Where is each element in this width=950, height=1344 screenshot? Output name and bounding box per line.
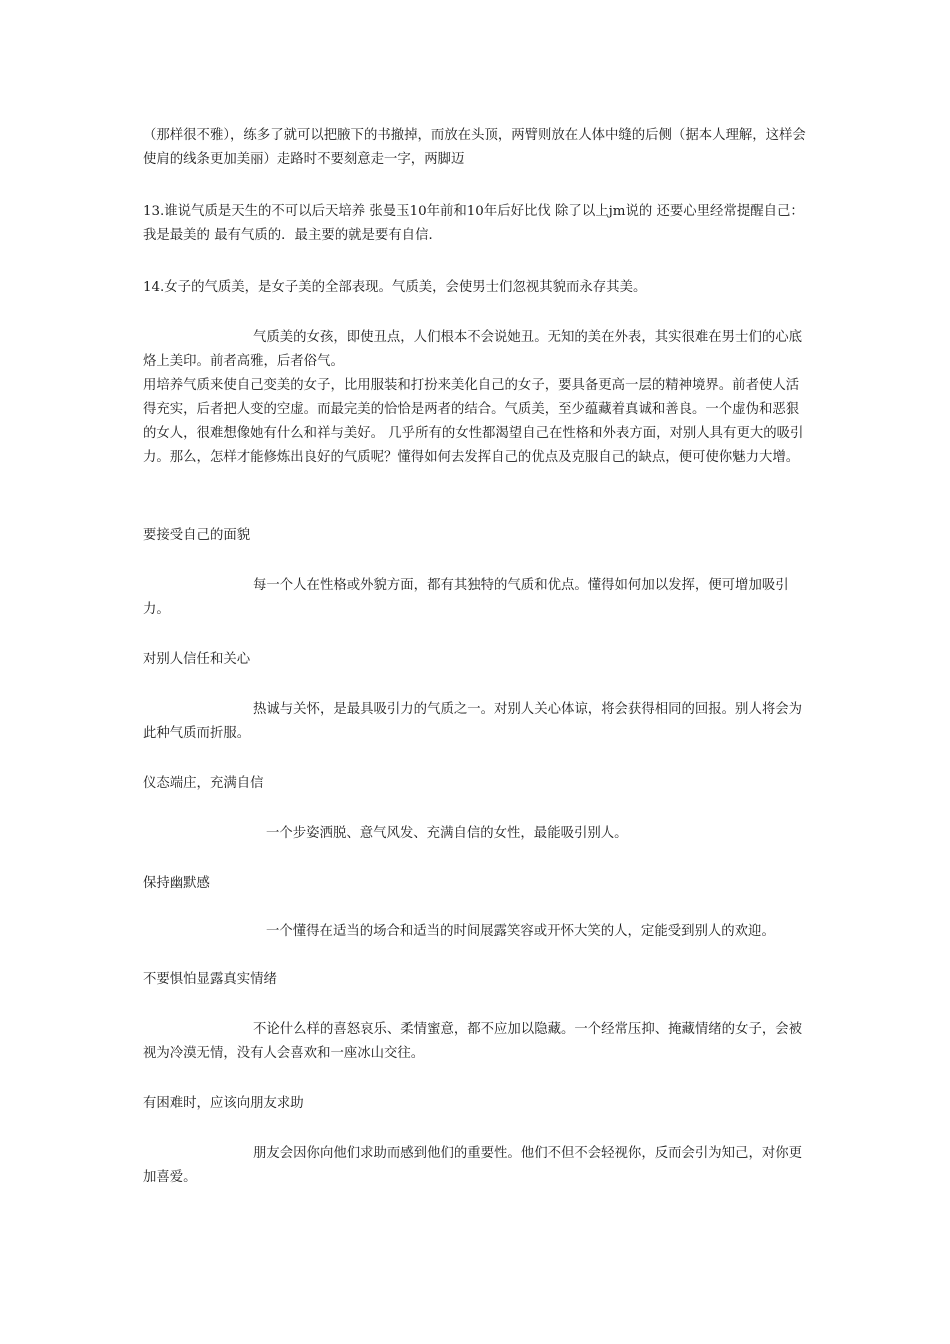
paragraph-13-confidence: 13.谁说气质是天生的不可以后天培养 张曼玉10年前和10年后好比伐 除了以上jm说的 还要心里经常提醒自己：我是最美的 最有气质的．最主要的就是要有自信．	[143, 204, 804, 243]
paragraph-unique-temperament: 每一个人在性格或外貌方面，都有其独特的气质和优点。懂得如何加以发挥，便可增加吸引力。	[143, 578, 789, 617]
heading-accept-appearance: 要接受自己的面貌	[143, 528, 251, 543]
paragraph-smile: 一个懂得在适当的场合和适当的时间展露笑容或开怀大笑的人，定能受到别人的欢迎。	[266, 924, 775, 939]
paragraph-warmth-care: 热诚与关怀，是最具吸引力的气质之一。对别人关心体谅，将会获得相同的回报。别人将会为此种气质而折服。	[143, 702, 803, 741]
heading-ask-friends: 有困难时，应该向朋友求助	[143, 1096, 304, 1111]
heading-trust-and-care: 对别人信任和关心	[143, 652, 251, 667]
paragraph-confident-gait: 一个步姿洒脱、意气风发、充满自信的女性，最能吸引别人。	[266, 826, 628, 841]
paragraph-friends: 朋友会因你向他们求助而感到他们的重要性。他们不但不会轻视你，反而会引为知己，对你更加喜爱。	[143, 1146, 803, 1185]
heading-humor: 保持幽默感	[143, 876, 210, 891]
paragraph-emotions: 不论什么样的喜怒哀乐、柔情蜜意，都不应加以隐藏。一个经常压抑、掩藏情绪的女子，会被视为冷漠无情，没有人会喜欢和一座冰山交往。	[143, 1022, 803, 1061]
heading-show-emotions: 不要惧怕显露真实情绪	[143, 972, 277, 987]
paragraph-walking-posture: （那样很不雅），练多了就可以把腋下的书撤掉，而放在头顶，两臂则放在人体中缝的后侧（据本人理解，这样会使肩的线条更加美丽）走路时不要刻意走一字，两脚迈	[143, 128, 806, 167]
heading-dignified-posture: 仪态端庄，充满自信	[143, 776, 264, 791]
paragraph-temperament-girl: 气质美的女孩，即使丑点，人们根本不会说她丑。无知的美在外表，其实很难在男士们的心底烙上美印。前者高雅，后者俗气。	[143, 330, 803, 369]
paragraph-14-temperament: 14.女子的气质美，是女子美的全部表现。气质美，会使男士们忽视其貌而永存其美。	[143, 280, 647, 295]
paragraph-cultivate-temperament: 用培养气质来使自己变美的女子，比用服装和打扮来美化自己的女子，要具备更高一层的精神境界。前者使人活得充实，后者把人变的空虚。而最完美的恰恰是两者的结合。气质美，至少蕴藏着真诚和善良。一个虚伪和恶狠的女人，很难想像她有什么和祥与美好。 几乎所有的女性都渴望自己在性格和外表方面，对别人具有更大的吸引力。那么，怎样才能修炼出良好的气质呢？懂得如何去发挥自己的优点及克服自己的缺点，便可使你魅力大增。	[143, 378, 804, 465]
